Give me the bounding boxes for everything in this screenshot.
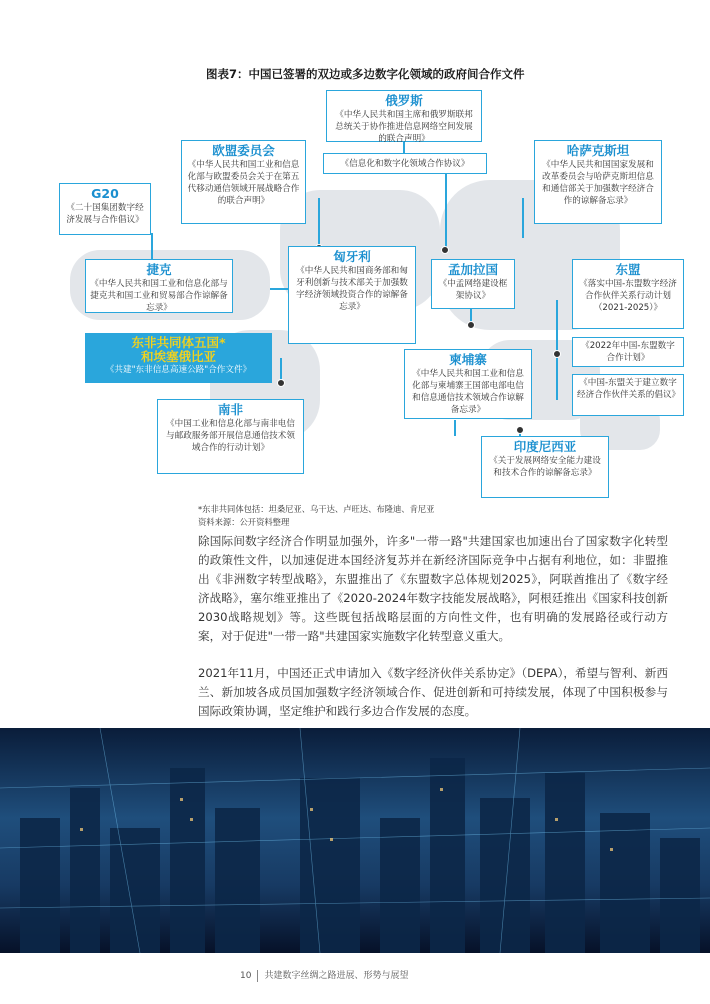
box-asean-2 [572,337,684,367]
box-text: 《落实中国-东盟数字经济合作伙伴关系行动计划（2021-2025）》 [579,279,677,313]
box-eu [181,140,306,224]
box-heading: G20 [91,186,119,201]
box-asean-3 [572,374,684,416]
city-photo [0,728,710,953]
box-text: 《中华人民共和国商务部和匈牙利创新与技术部关于加强数字经济领域投资合作的谅解备忘录》 [296,266,408,312]
box-text: 《二十国集团数字经济发展与合作倡议》 [66,203,144,225]
box-russia [326,90,482,142]
box-indonesia [481,436,609,498]
box-russia-2 [323,153,487,174]
box-czech [85,259,233,313]
box-hungary [288,246,416,344]
location-dot [441,246,449,254]
box-text: 《中国-东盟关于建立数字经济合作伙伴关系的倡议》 [577,378,681,400]
source-note: 资料来源：公开资料整理 [198,517,290,527]
box-heading: 印度尼西亚 [513,439,577,454]
box-text: 《中国工业和信息化部与南非电信与邮政服务部开展信息通信技术领域合作的行动计划》 [166,419,295,453]
box-south-africa [157,399,304,474]
connector [454,420,456,436]
box-text: 《中孟网络建设框架协议》 [438,279,508,301]
page-footer [240,968,408,982]
body-paragraph: 除国际间数字经济合作明显加强外，许多"一带一路"共建国家也加速出台了国家数字化转型的政策性文件，以加速促进本国经济复苏并在新经济国际竞争中占据有利地位，如：非盟推出《非洲数字转型战略》，东盟推出了《东盟数字总体规划2025》，阿联酋推出了《数字经济战略》，塞尔维亚推出了《2020-2024年数字技能发展战略》，阿根廷推出《国家科技创新2030战略规划》等。这些既包括战略层面的方向性文件，也有明确的发展路径或行动方案，对于促进"一带一路"共建国家实施数字化转型意义重大。 [198,534,668,643]
box-text: 《中华人民共和国工业和信息化部与欧盟委员会关于在第五代移动通信领域开展战略合作的联合声明》 [187,160,300,206]
location-dot [553,350,561,358]
location-dot [277,379,285,387]
box-heading: 东盟 [615,262,641,277]
box-asean [572,259,684,329]
box-cambodia [404,349,532,419]
page-number: 10 [240,971,252,981]
box-text: 《关于发展网络安全能力建设和技术合作的谅解备忘录》 [489,456,601,478]
box-text: 《中华人民共和国主席和俄罗斯联邦总统关于协作推进信息网络空间发展的联合声明》 [335,110,473,144]
footer-title: 共建数字丝绸之路进展、形势与展望 [264,971,409,981]
box-heading: 南非 [217,402,243,417]
connector [445,174,447,250]
box-heading: 东非共同体五国* 和埃塞俄比亚 [131,335,226,364]
box-kazakhstan [534,140,662,224]
box-east-africa [85,333,272,383]
box-heading: 捷克 [146,262,172,277]
box-text: 《2022年中国-东盟数字合作计划》 [581,341,675,363]
box-text: 《共建"东非信息高速公路"合作文件》 [105,365,252,375]
box-text: 《中华人民共和国工业和信息化部与捷克共和国工业和贸易部合作谅解备忘录》 [90,279,228,313]
location-dot [467,321,475,329]
body-paragraph: 2021年11月，中国还正式申请加入《数字经济伙伴关系协定》（DEPA），希望与智利、新西兰、新加坡各成员国加强数字经济领域合作、促进创新和可持续发展，体现了中国积极参与国际政策协调，坚定维护和践行多边合作发展的态度。 [198,666,668,718]
footnote: *东非共同体包括：坦桑尼亚、乌干达、卢旺达、布隆迪、肯尼亚 [198,504,435,514]
connector [522,198,524,238]
location-dot [516,426,524,434]
connector [318,198,320,248]
box-heading: 欧盟委员会 [212,143,275,158]
box-heading: 哈萨克斯坦 [566,143,630,158]
box-bangladesh [431,259,515,309]
figure-title: 图表7：中国已签署的双边或多边数字化领域的政府间合作文件 [206,67,525,81]
box-heading: 柬埔寨 [449,352,487,367]
box-text: 《信息化和数字化领域合作协议》 [340,159,470,169]
box-heading: 俄罗斯 [385,93,423,108]
connector [270,288,290,290]
box-text: 《中华人民共和国国家发展和改革委员会与哈萨克斯坦信息和通信部关于加强数字经济合作的谅解备忘录》 [542,160,654,206]
box-g20 [59,183,151,235]
box-heading: 匈牙利 [333,249,371,264]
box-heading: 孟加拉国 [447,262,498,277]
box-text: 《中华人民共和国工业和信息化部与柬埔寨王国部电部电信和信息通信技术领域合作谅解备忘录》 [412,369,524,415]
